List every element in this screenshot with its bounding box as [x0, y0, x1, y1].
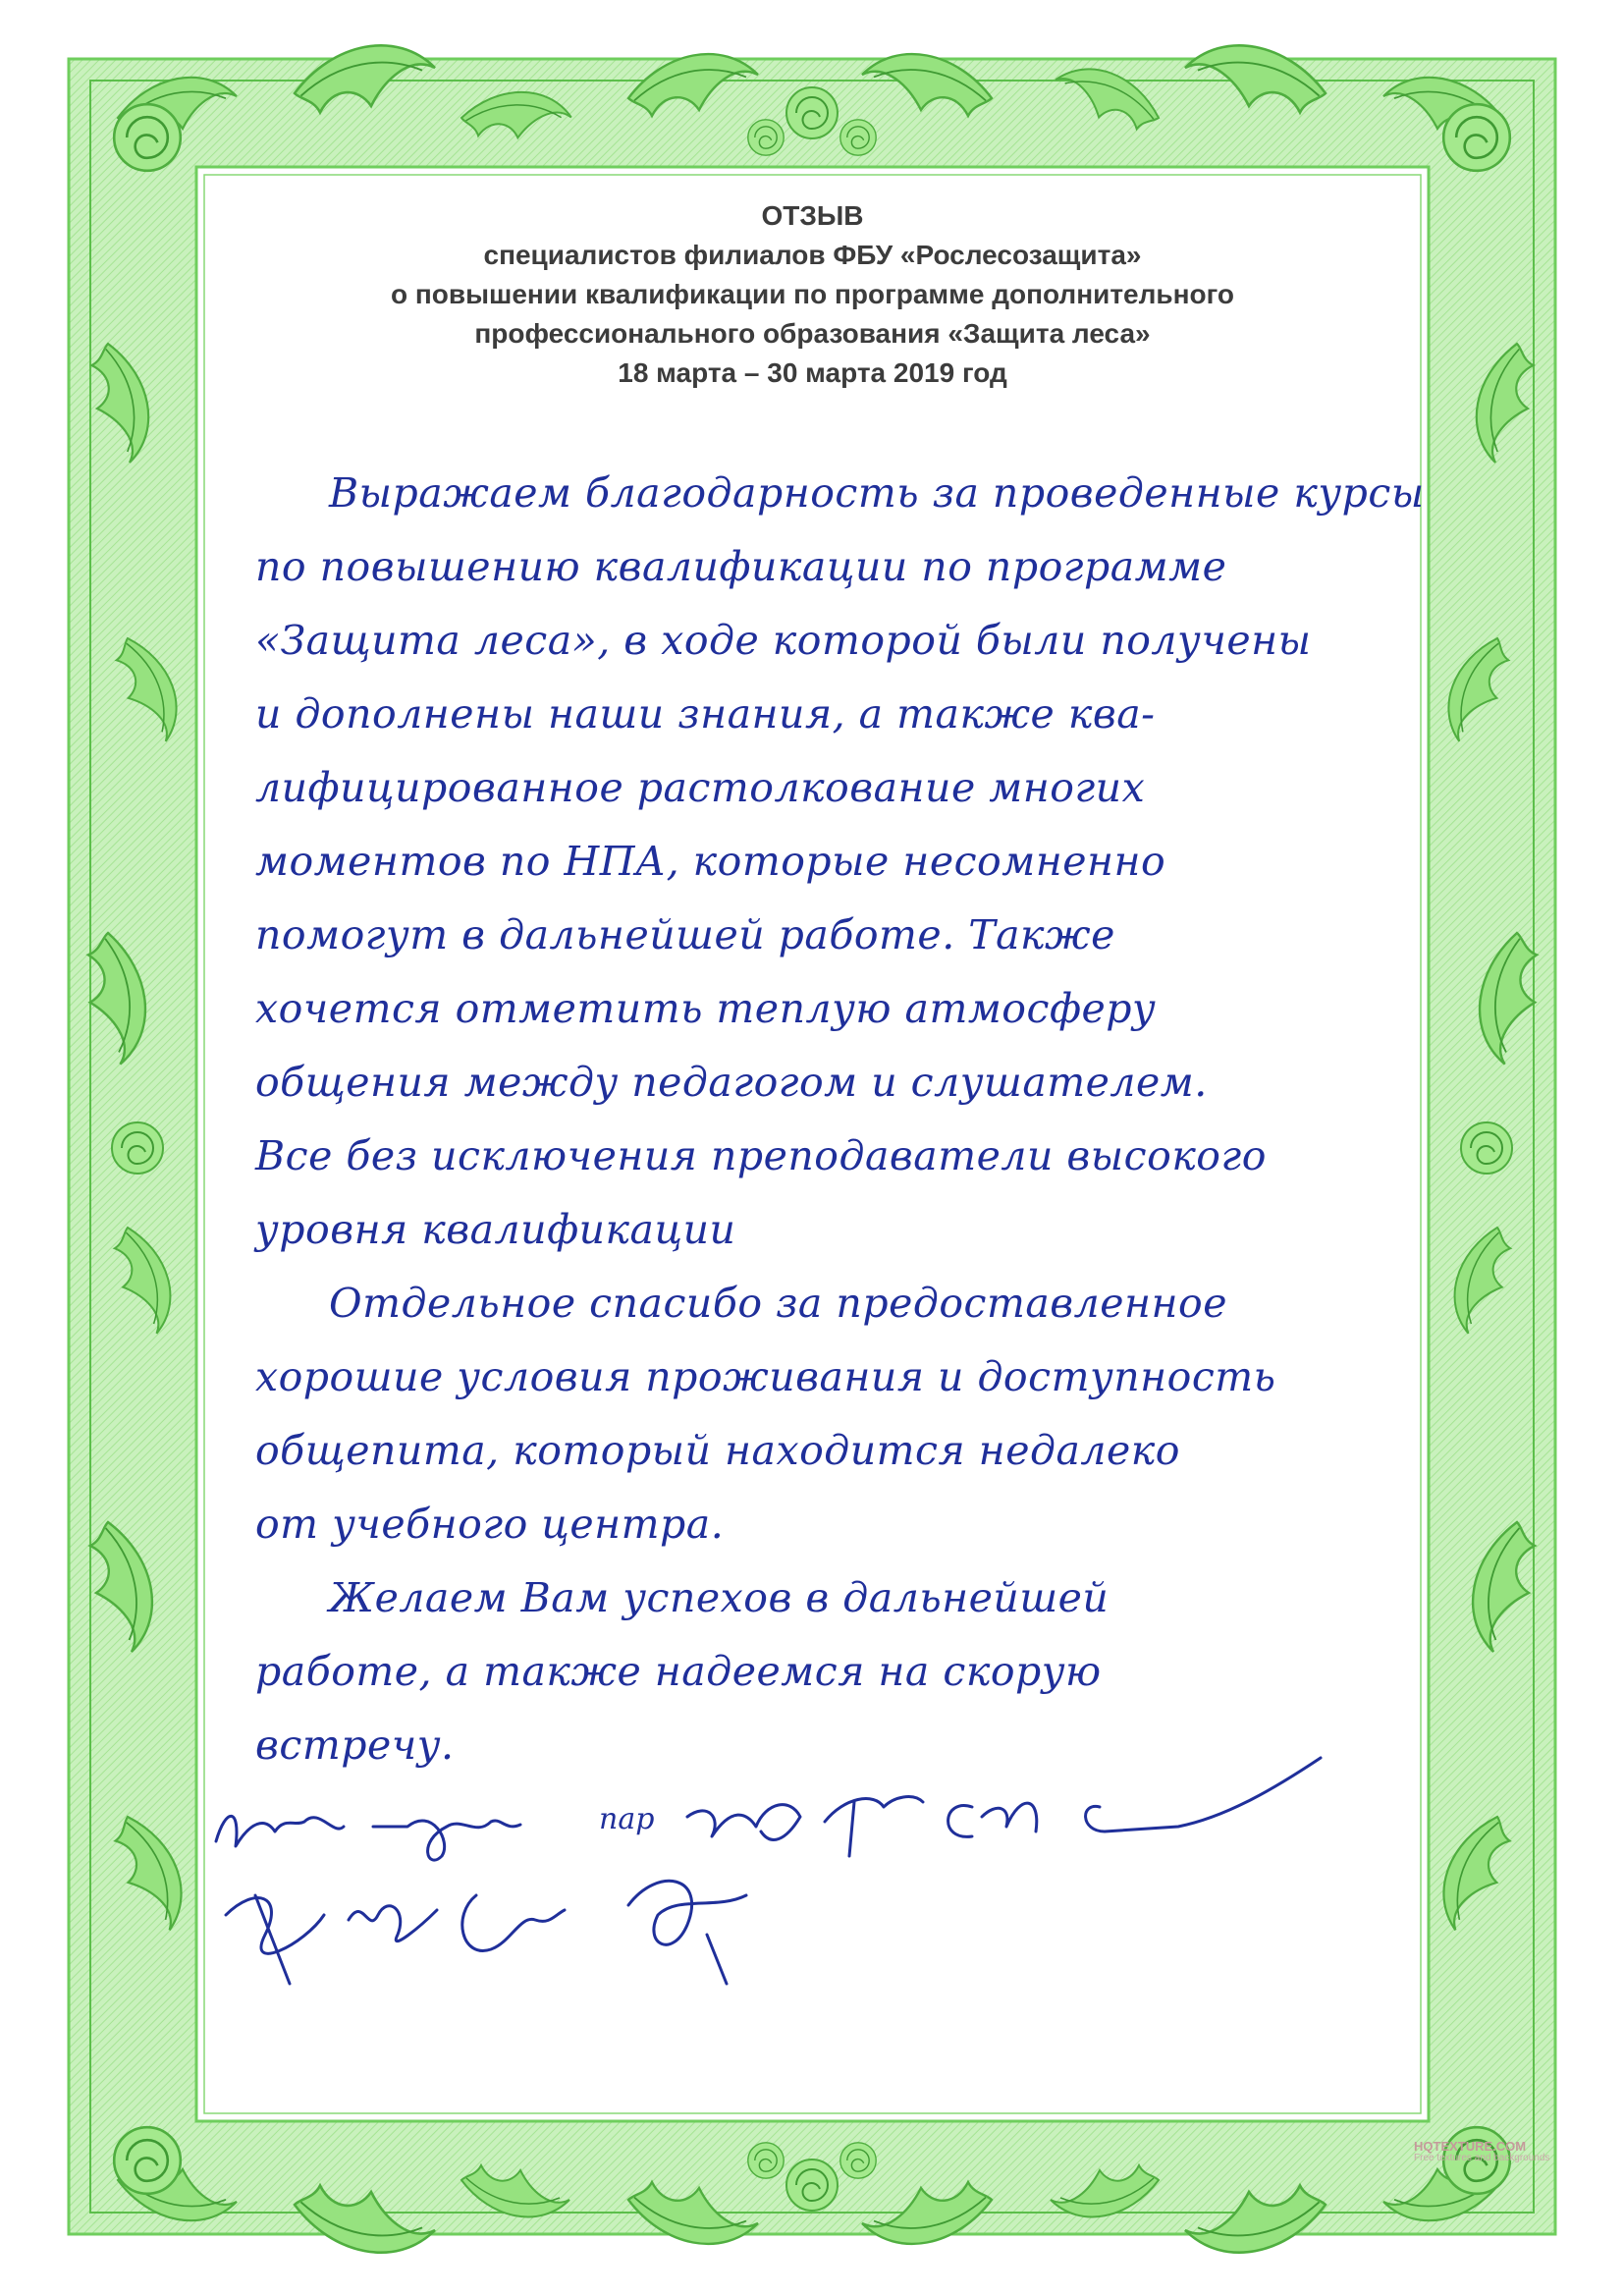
watermark-brand: HQTEXTURE.COM — [1414, 2139, 1527, 2154]
signature-3 — [687, 1805, 800, 1840]
body-line: от учебного центра. — [255, 1501, 725, 1548]
signature-7 — [226, 1895, 324, 1984]
watermark — [1414, 2141, 1600, 2164]
signature-9 — [462, 1895, 565, 1950]
body-line: работе, а также надеемся на скорую — [255, 1648, 1102, 1695]
body-line: общепита, который находится недалеко — [255, 1427, 1180, 1474]
body-line: и дополнены наши знания, а также ква- — [255, 690, 1156, 738]
body-line: Отдельное спасибо за предоставленное — [329, 1280, 1227, 1327]
body-line: помогут в дальнейшей работе. Также — [255, 911, 1115, 958]
body-line: моментов по НПА, которые несомненно — [255, 838, 1166, 885]
body-line: по повышению квалификации по программе — [255, 543, 1227, 590]
signature-8 — [349, 1906, 437, 1941]
signature-1 — [216, 1816, 344, 1846]
body-line: общения между педагогом и слушателем. — [255, 1059, 1208, 1106]
body-line: уровня квалификации — [255, 1206, 736, 1253]
handwritten-body — [255, 457, 1425, 1782]
body-line: Все без исключения преподаватели высокого — [255, 1132, 1267, 1179]
signature-4 — [825, 1797, 923, 1856]
signature-2 — [373, 1821, 520, 1860]
signature-6 — [1086, 1758, 1321, 1831]
body-line: лифицированное растолкование многих — [255, 764, 1146, 811]
header-line-3: профессионального образования «Защита леса» — [474, 318, 1151, 349]
header-line-1: специалистов филиалов ФБУ «Рослесозащита» — [483, 240, 1142, 270]
header-line-dates: 18 марта – 30 марта 2019 год — [618, 357, 1007, 388]
body-line: Выражаем благодарность за проведенные курсы — [329, 469, 1425, 517]
body-line: Желаем Вам успехов в дальнейшей — [329, 1574, 1110, 1621]
document-header — [211, 196, 1414, 393]
document-title: ОТЗЫВ — [761, 200, 864, 231]
body-line: встречу. — [255, 1722, 455, 1769]
signature-inline-text: пар — [599, 1802, 655, 1836]
body-line: хорошие условия проживания и доступность — [255, 1353, 1276, 1400]
body-line: хочется отметить теплую атмосферу — [255, 985, 1157, 1032]
watermark-tagline: Free textures and backgrounds — [1414, 2153, 1550, 2163]
signatures-area — [196, 1748, 1424, 2043]
signature-5 — [948, 1803, 1037, 1836]
body-line: «Защита леса», в ходе которой были получены — [255, 617, 1312, 664]
header-line-2: о повышении квалификации по программе дополнительного — [390, 279, 1235, 309]
signature-10 — [628, 1881, 746, 1984]
